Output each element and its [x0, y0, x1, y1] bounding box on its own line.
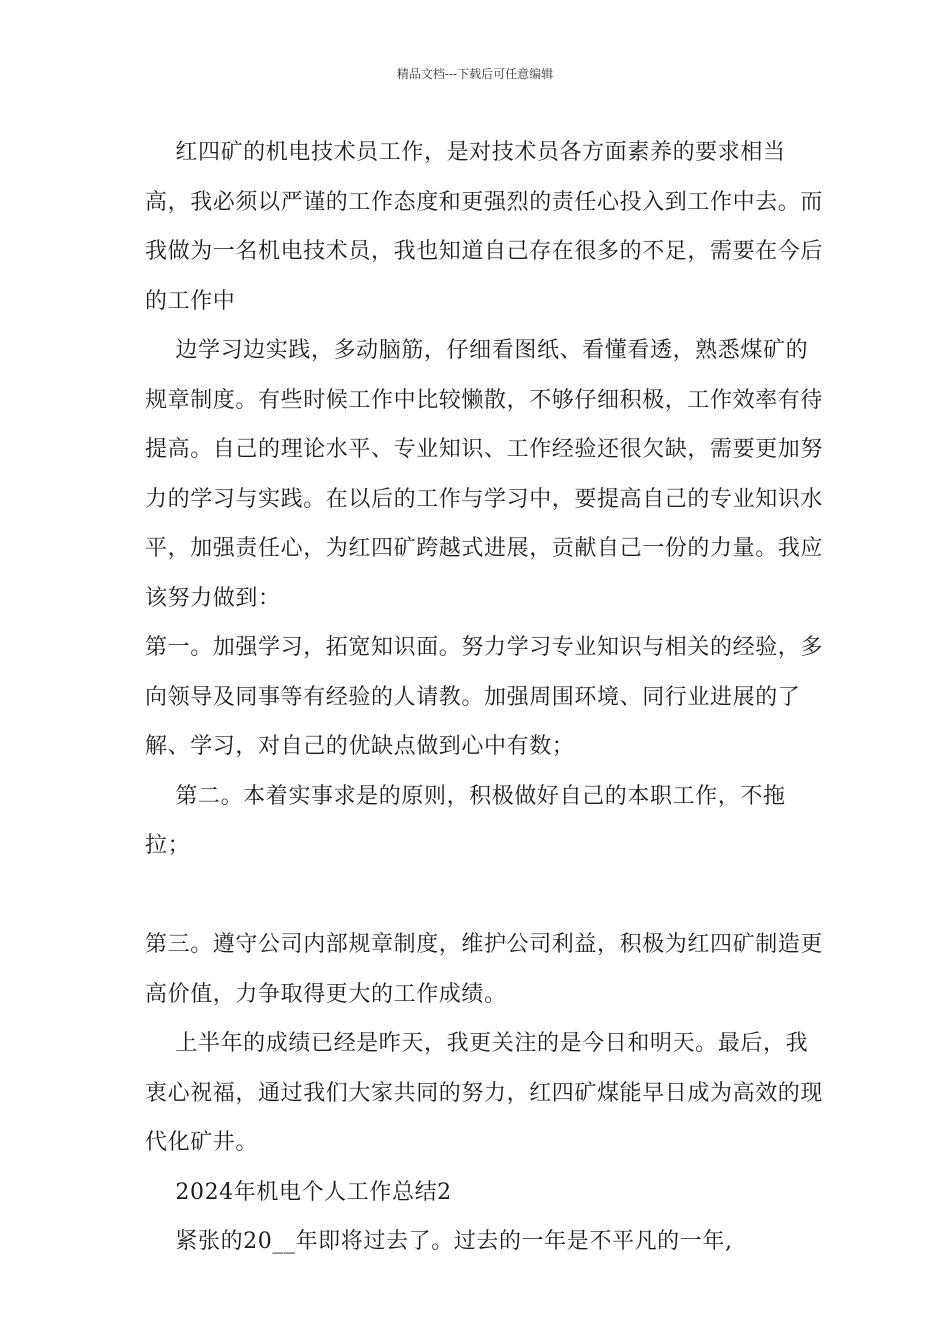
document-body [145, 128, 825, 1267]
paragraph-3: 第一。加强学习，拓宽知识面。努力学习专业知识与相关的经验，多向领导及同事等有经验的人请教。加强周围环境、同行业进展的了解、学习，对自己的优缺点做到心中有数； [145, 635, 824, 759]
blank-line [145, 871, 825, 921]
section-heading: 2024年机电个人工作总结2 [145, 1179, 452, 1205]
paragraph-6: 上半年的成绩已经是昨天，我更关注的是今日和明天。最后，我衷心祝福，通过我们大家共同的努力，红四矿煤能早日成为高效的现代化矿井。 [145, 1031, 824, 1155]
paragraph-4: 第二。本着实事求是的原则，积极做好自己的本职工作，不拖拉； [145, 783, 786, 858]
paragraph-2: 边学习边实践，多动脑筋，仔细看图纸、看懂看透，熟悉煤矿的规章制度。有些时候工作中比较懒散，不够仔细积极，工作效率有待提高。自己的理论水平、专业知识、工作经验还很欠缺，需要更加努力的学习与实践。在以后的工作与学习中，要提高自己的专业知识水平，加强责任心，为红四矿跨越式进展，贡献自己一份的力量。我应该努力做到： [145, 338, 824, 611]
page-header: 精品文档---下载后可任意编辑 [396, 67, 554, 81]
paragraph-1: 红四矿的机电技术员工作，是对技术员各方面素养的要求相当高，我必须以严谨的工作态度和更强烈的责任心投入到工作中去。而我做为一名机电技术员，我也知道自己存在很多的不足，需要在今后的工作中 [145, 140, 824, 314]
paragraph-7: 紧张的20__年即将过去了。过去的一年是不平凡的一年, [145, 1229, 733, 1254]
paragraph-5: 第三。遵守公司内部规章制度，维护公司利益，积极为红四矿制造更高价值，力争取得更大的工作成绩。 [145, 932, 824, 1007]
